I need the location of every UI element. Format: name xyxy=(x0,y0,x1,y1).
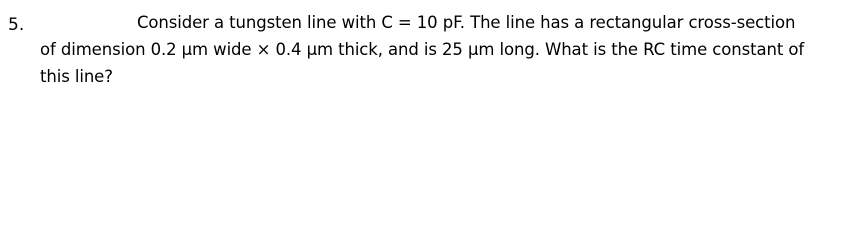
problem-text-line-2: of dimension 0.2 μm wide × 0.4 μm thick, and is 25 μm long. What is the RC time constant of xyxy=(40,40,805,59)
problem-number: 5. xyxy=(8,15,25,35)
problem-text-line-3: this line? xyxy=(40,67,113,86)
problem-block xyxy=(0,0,845,96)
problem-text-line-1: Consider a tungsten line with C = 10 pF. The line has a rectangular cross-section xyxy=(137,13,796,32)
